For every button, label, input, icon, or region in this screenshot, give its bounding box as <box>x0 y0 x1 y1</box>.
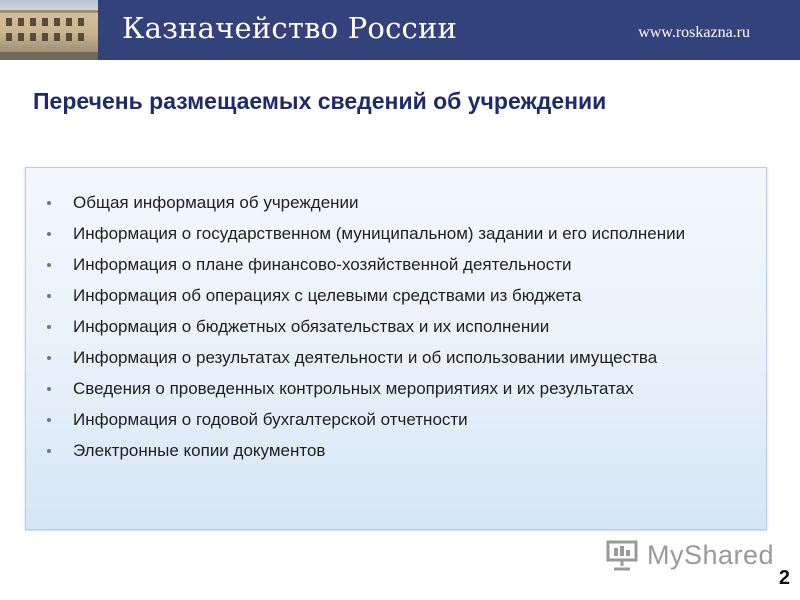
bullet-icon <box>47 418 51 422</box>
list-item-text: Электронные копии документов <box>73 441 326 460</box>
list-item-text: Сведения о проведенных контрольных мероприятиях и их результатах <box>73 379 634 398</box>
watermark-text: MyShared <box>647 540 775 570</box>
page-number: 2 <box>778 567 790 589</box>
list-item-text: Информация о годовой бухгалтерской отчетности <box>73 410 468 429</box>
list-item-text: Информация о плане финансово-хозяйственной деятельности <box>73 255 572 274</box>
page-title: Перечень размещаемых сведений об учреждении <box>33 88 607 114</box>
list-item-text: Информация о государственном (муниципальном) задании и его исполнении <box>73 224 686 243</box>
list-item <box>46 223 746 244</box>
bullet-list <box>46 192 746 471</box>
list-item-text: Информация о бюджетных обязательствах и их исполнении <box>73 317 550 336</box>
bullet-icon <box>47 263 51 267</box>
bullet-icon <box>47 294 51 298</box>
list-item <box>46 254 746 275</box>
website-url[interactable]: www.roskazna.ru <box>638 24 750 41</box>
content-panel <box>25 167 767 530</box>
list-item-text: Информация о результатах деятельности и об использовании имущества <box>73 348 658 367</box>
header-banner <box>0 0 800 60</box>
bullet-icon <box>47 449 51 453</box>
building-photo <box>0 0 98 60</box>
bullet-icon <box>47 232 51 236</box>
list-item <box>46 285 746 306</box>
list-item <box>46 347 746 368</box>
list-item <box>46 316 746 337</box>
bullet-icon <box>47 201 51 205</box>
list-item-text: Общая информация об учреждении <box>73 193 359 212</box>
list-item <box>46 378 746 399</box>
list-item <box>46 409 746 430</box>
organization-title: Казначейство России <box>122 11 458 45</box>
watermark-logo <box>605 537 775 573</box>
bullet-icon <box>47 356 51 360</box>
bullet-icon <box>47 387 51 391</box>
list-item <box>46 440 746 461</box>
presentation-board-icon <box>605 539 639 571</box>
list-item-text: Информация об операциях с целевыми средствами из бюджета <box>73 286 582 305</box>
list-item <box>46 192 746 213</box>
bullet-icon <box>47 325 51 329</box>
